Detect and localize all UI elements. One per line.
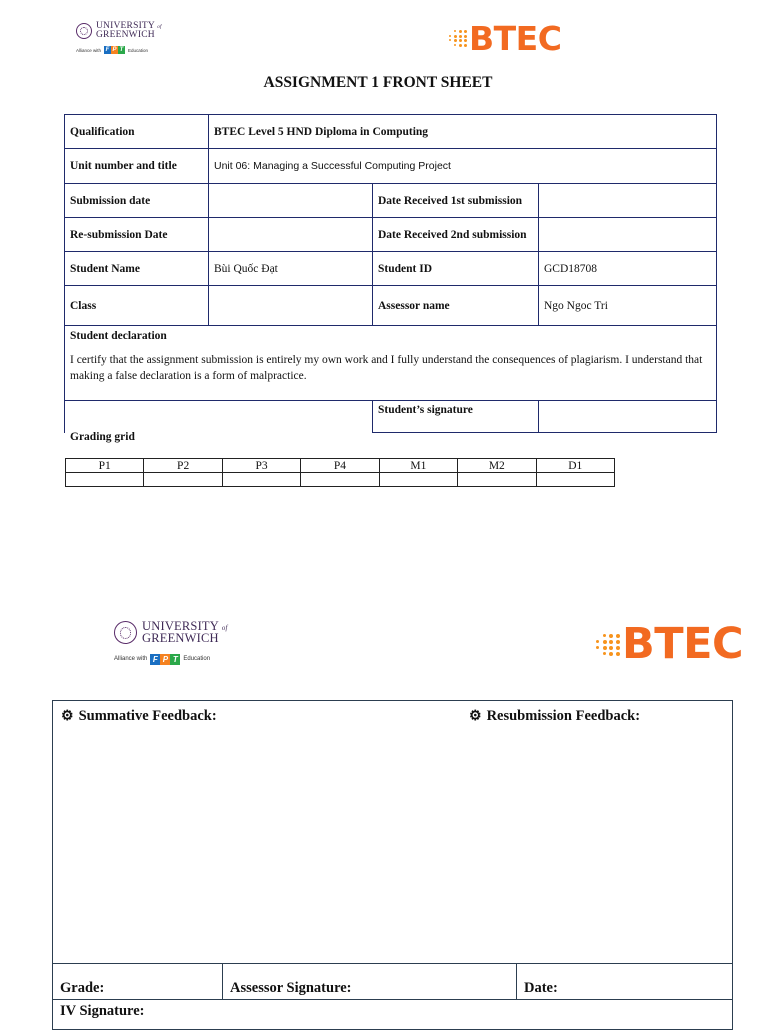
date-received-1-field[interactable]	[539, 184, 717, 218]
qualification-row	[65, 115, 717, 149]
unit-row	[65, 149, 717, 184]
qualification-label: Qualification	[65, 115, 209, 149]
btec-logo-bottom	[596, 619, 744, 669]
student-id-label: Student ID	[373, 252, 539, 286]
unit-label: Unit number and title	[65, 149, 209, 184]
resubmission-date-field[interactable]	[209, 218, 373, 252]
grade-header-m1: M1	[379, 459, 457, 473]
alliance-line: Alliance with F P T Education	[76, 47, 149, 54]
date-received-1-label: Date Received 1st submission	[373, 184, 539, 218]
assessor-signature-field[interactable]: Assessor Signature:	[223, 964, 517, 1000]
university-seal-icon	[114, 621, 137, 644]
assessor-name-label: Assessor name	[373, 286, 539, 326]
btec-logo-top	[449, 19, 562, 58]
gear-icon: ⚙	[469, 708, 482, 724]
grade-cell-p2[interactable]	[144, 473, 222, 487]
submission-date-field[interactable]	[209, 184, 373, 218]
student-name-label: Student Name	[65, 252, 209, 286]
resubmission-feedback-heading: ⚙ Resubmission Feedback:	[469, 708, 641, 724]
class-row	[65, 286, 717, 326]
btec-wordmark: BTEC	[469, 19, 562, 58]
submission-date-label: Submission date	[65, 184, 209, 218]
iv-signature-field[interactable]: IV Signature:	[53, 999, 732, 1029]
btec-dots-icon	[596, 634, 620, 656]
greenwich-wordmark-line1: UNIVERSITY	[96, 21, 155, 31]
summative-feedback-heading: ⚙ Summative Feedback:	[61, 708, 217, 724]
grade-cell-p3[interactable]	[222, 473, 300, 487]
declaration-title: Student declaration	[70, 330, 167, 342]
btec-dots-icon	[449, 30, 467, 47]
student-row	[65, 252, 717, 286]
gear-icon: ⚙	[61, 708, 74, 724]
grade-header-p3: P3	[222, 459, 300, 473]
greenwich-wordmark-line2: GREENWICH	[96, 30, 155, 41]
btec-wordmark: BTEC	[622, 619, 744, 669]
greenwich-logo-bottom: UNIVERSITY of GREENWICH Alliance with F P T Education	[114, 619, 228, 664]
resubmission-date-label: Re-submission Date	[65, 218, 209, 252]
feedback-form	[52, 700, 733, 1030]
front-sheet-table	[64, 114, 717, 433]
qualification-value: BTEC Level 5 HND Diploma in Computing	[209, 115, 717, 149]
greenwich-wordmark-line2: GREENWICH	[142, 630, 219, 645]
signature-row	[65, 401, 717, 433]
grade-signature-row	[53, 963, 732, 1000]
grade-header-d1: D1	[536, 459, 614, 473]
greenwich-wordmark-line1: UNIVERSITY	[142, 619, 219, 633]
greenwich-logo-top: UNIVERSITY of GREENWICH Alliance with F P T Education	[76, 21, 162, 54]
grade-cell-p1[interactable]	[66, 473, 144, 487]
grade-field[interactable]: Grade:	[53, 964, 223, 1000]
grading-grid-label: Grading grid	[70, 431, 135, 443]
student-declaration	[65, 326, 717, 401]
summative-feedback-field[interactable]	[61, 731, 461, 956]
submission-row	[65, 184, 717, 218]
grade-cell-d1[interactable]	[536, 473, 614, 487]
fpt-logo: F P T	[105, 47, 124, 54]
grade-cell-p4[interactable]	[301, 473, 379, 487]
grading-header-row	[66, 459, 615, 473]
grade-header-p2: P2	[144, 459, 222, 473]
resubmission-feedback-field[interactable]	[469, 731, 724, 956]
date-received-2-label: Date Received 2nd submission	[373, 218, 539, 252]
grade-cell-m1[interactable]	[379, 473, 457, 487]
unit-value: Unit 06: Managing a Successful Computing Project	[209, 149, 717, 184]
student-id-field[interactable]: GCD18708	[539, 252, 717, 286]
date-received-2-field[interactable]	[539, 218, 717, 252]
class-label: Class	[65, 286, 209, 326]
student-signature-label: Student’s signature	[373, 401, 539, 433]
grade-header-m2: M2	[458, 459, 536, 473]
assessor-name-field[interactable]: Ngo Ngoc Tri	[539, 286, 717, 326]
date-field[interactable]: Date:	[524, 980, 558, 996]
declaration-row	[65, 326, 717, 401]
grading-grid	[65, 458, 615, 487]
student-signature-field[interactable]	[539, 401, 717, 433]
page-title: ASSIGNMENT 1 FRONT SHEET	[263, 74, 493, 91]
class-field[interactable]	[209, 286, 373, 326]
grade-cell-m2[interactable]	[458, 473, 536, 487]
university-seal-icon	[76, 23, 92, 39]
alliance-line: Alliance with F P T Education	[114, 654, 211, 664]
student-name-field[interactable]: Bùi Quốc Đạt	[209, 252, 373, 286]
grading-value-row	[66, 473, 615, 487]
grade-header-p4: P4	[301, 459, 379, 473]
grade-header-p1: P1	[66, 459, 144, 473]
fpt-logo: F P T	[150, 654, 180, 665]
resubmission-row	[65, 218, 717, 252]
declaration-text: I certify that the assignment submission is entirely my own work and I fully understand the consequences of plagiarism. I understand that making a false declaration is a form of malpractice.	[70, 354, 703, 382]
